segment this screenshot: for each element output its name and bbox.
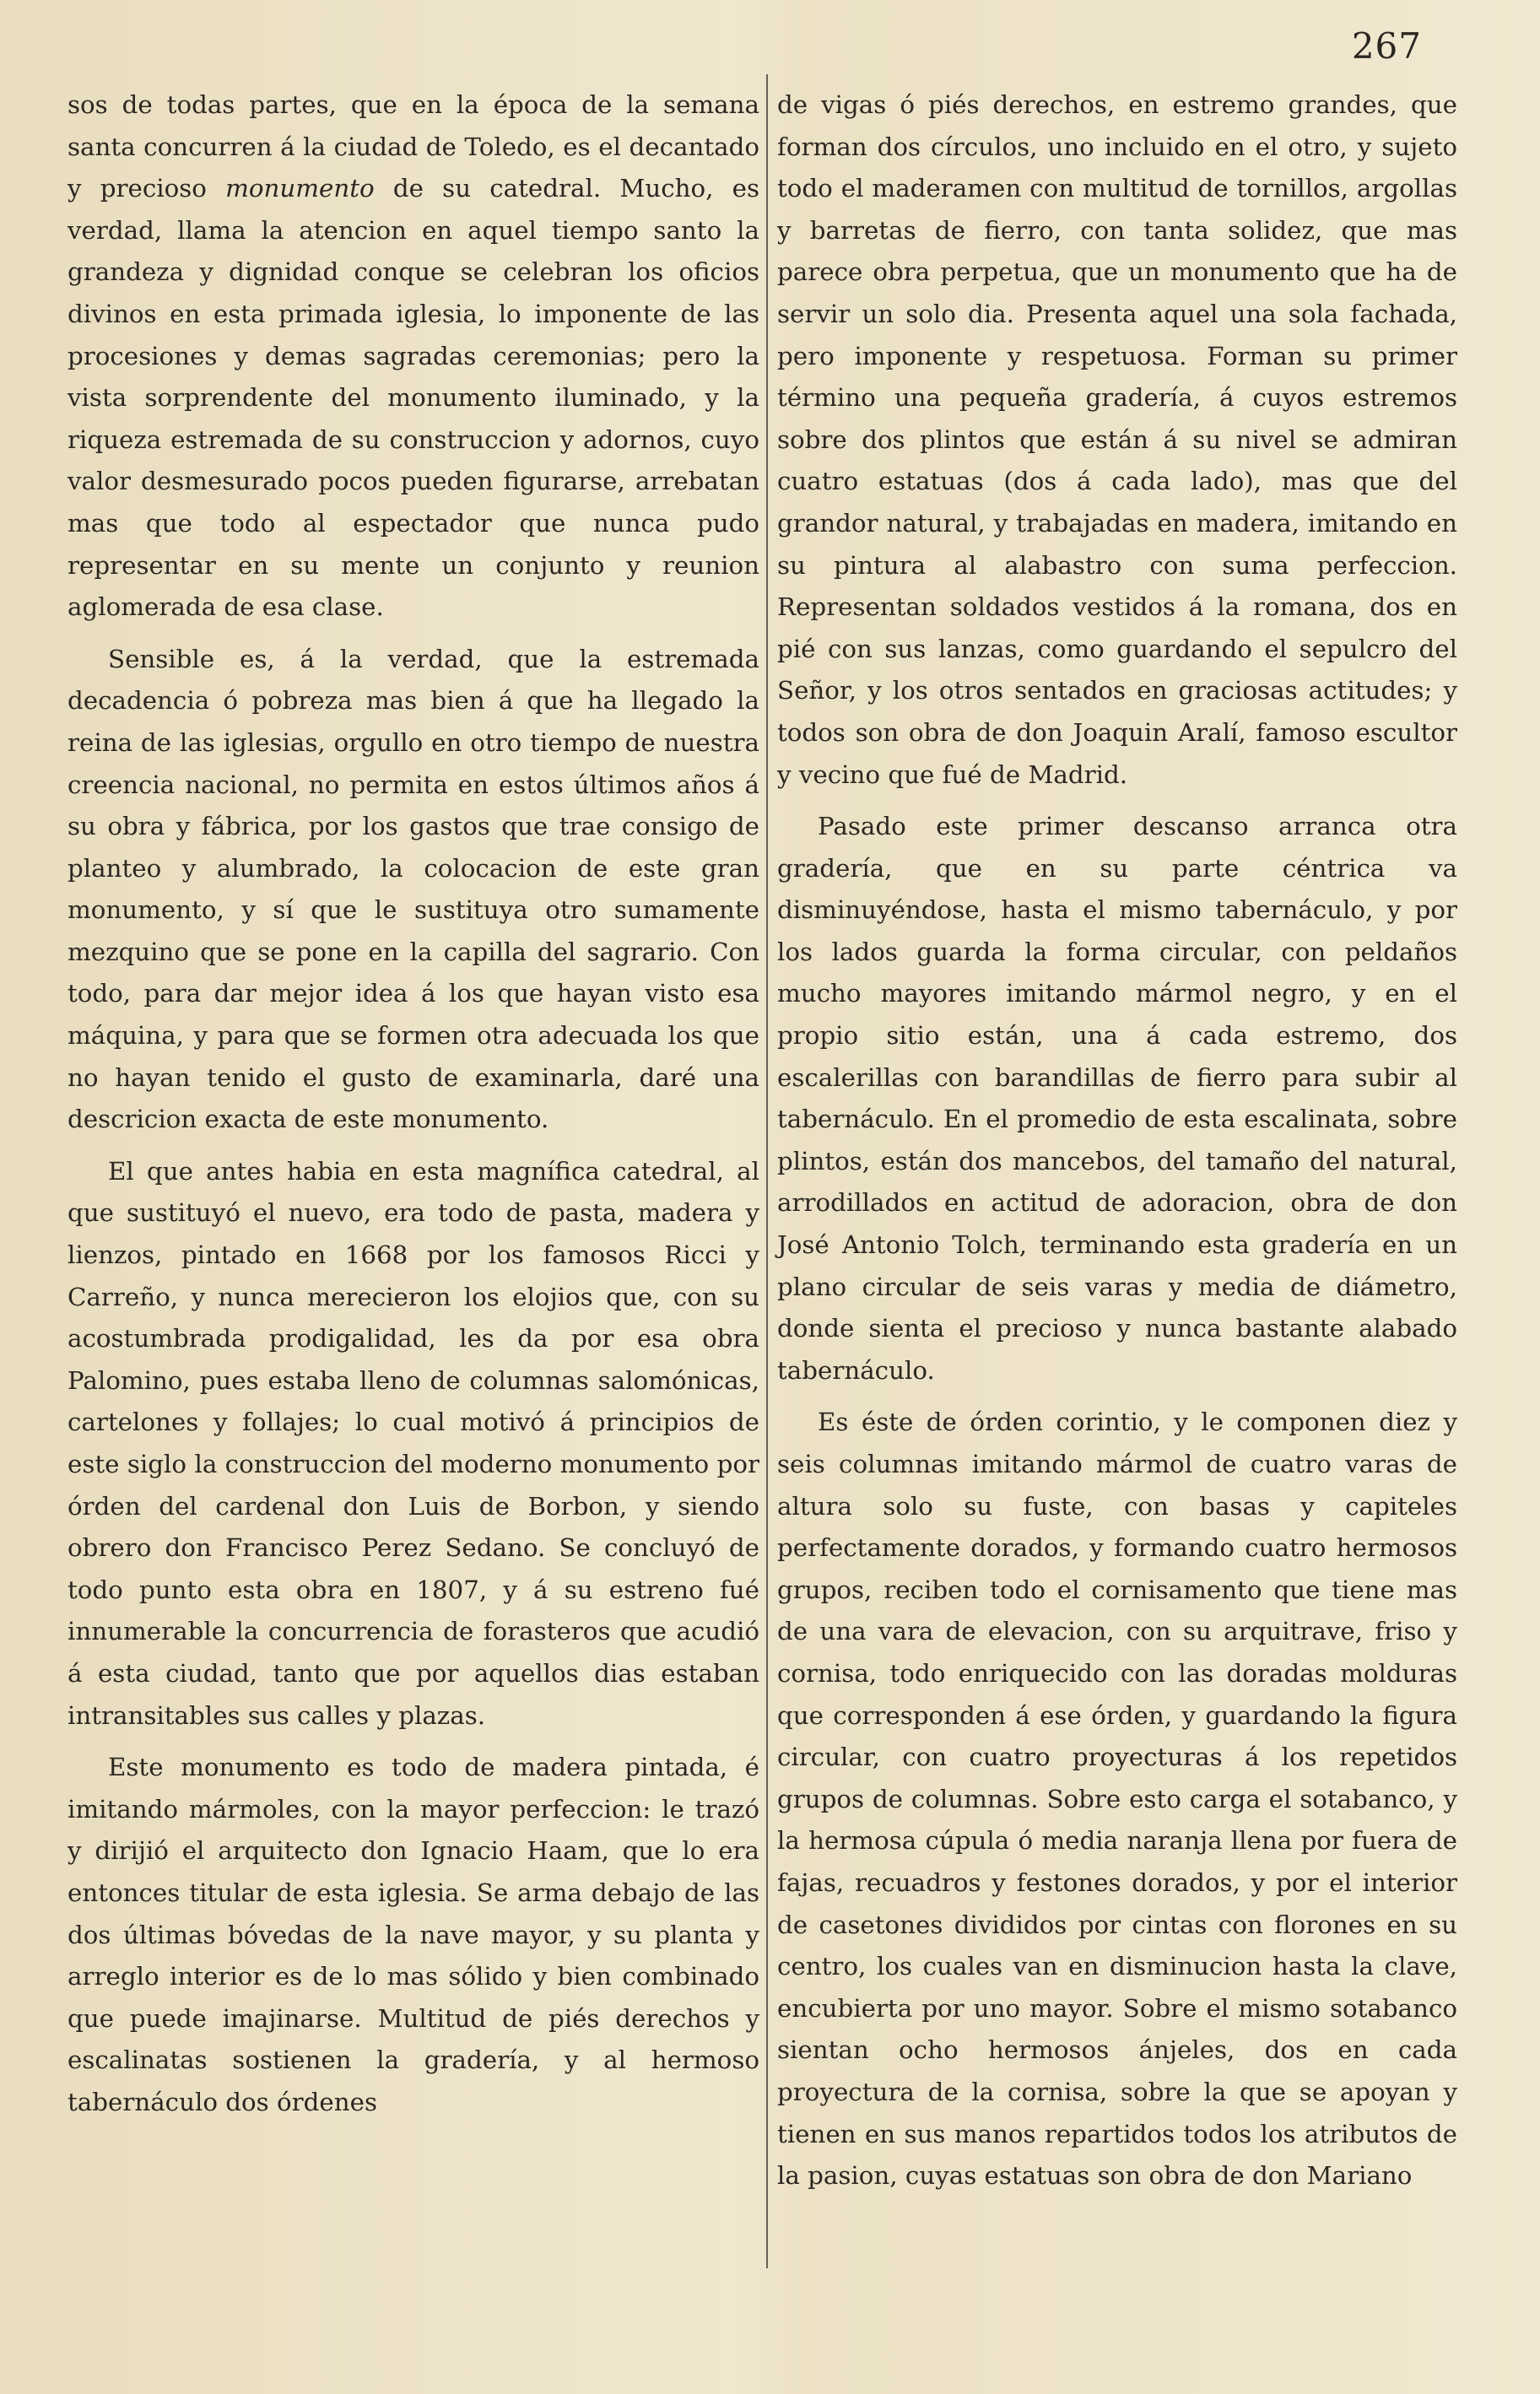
paragraph: El que antes habia en esta magnífica catedral, al que sustituyó el nuevo, era todo de pasta, madera y lienzos, pintado en 1668 por los famosos Ricci y Carreño, y nunca merecieron los elojios que, con su acostumbrada prodigalidad, les da por esa obra Palomino, pues estaba lleno de columnas salomónicas, cartelones y follajes; lo cual motivó á principios de este siglo la construccion del moderno monumento por órden del cardenal don Luis de Borbon, y siendo obrero don Francisco Perez Sedano. Se concluyó de todo punto esta obra en 1807, y á su estreno fué innumerable la concurrencia de forasteros que acudió á esta ciudad, tanto que por aquellos dias estaban intransitables sus calles y plazas. — [68, 1156, 759, 1730]
column-divider — [766, 74, 768, 2268]
paragraph: Pasado este primer descanso arranca otra gradería, que en su parte céntrica va disminuyéndose, hasta el mismo tabernáculo, y por los lados guarda la forma circular, con peldaños mucho mayores imitando mármol negro, y en el propio sitio están, una á cada estremo, dos escalerillas con barandillas de fierro para subir al tabernáculo. En el promedio de esta escalinata, sobre plintos, están dos mancebos, del tamaño del natural, arrodillados en actitud de adoracion, obra de don José Antonio Tolch, terminando esta gradería en un plano circular de seis varas y media de diámetro, donde sienta el precioso y nunca bastante alabado tabernáculo. — [777, 812, 1457, 1385]
paragraph: Este monumento es todo de madera pintada, é imitando mármoles, con la mayor perfeccion: le trazó y dirijió el arquitecto don Ignacio Haam, que lo era entonces titular de esta iglesia. Se arma debajo de las dos últimas bóvedas de la nave mayor, y su planta y arreglo interior es de lo mas sólido y bien combinado que puede imajinarse. Multitud de piés derechos y escalinatas sostienen la gradería, y al hermoso tabernáculo dos órdenes — [68, 1753, 759, 2116]
paragraph: de vigas ó piés derechos, en estremo grandes, que forman dos círculos, uno incluido en el otro, y sujeto todo el maderamen con multitud de tornillos, argollas y barretas de fierro, con tanta solidez, que mas parece obra perpetua, que un monumento que ha de servir un solo dia. Presenta aquel una sola fachada, pero imponente y respetuosa. Forman su primer término una pequeña gradería, á cuyos estremos sobre dos plintos que están á su nivel se admiran cuatro estatuas (dos á cada lado), mas que del grandor natural, y trabajadas en madera, imitando en su pintura al alabastro con suma perfeccion. Representan soldados vestidos á la romana, dos en pié con sus lanzas, como guardando el sepulcro del Señor, y los otros sentados en graciosas actitudes; y todos son obra de don Joaquin Aralí, famoso escultor y vecino que fué de Madrid. — [777, 90, 1457, 789]
paragraph: Sensible es, á la verdad, que la estremada decadencia ó pobreza mas bien á que ha llegado la reina de las iglesias, orgullo en otro tiempo de nuestra creencia nacional, no permita en estos últimos años á su obra y fábrica, por los gastos que trae consigo de planteo y alumbrado, la colocacion de este gran monumento, y sí que le sustituya otro sumamente mezquino que se pone en la capilla del sagrario. Con todo, para dar mejor idea á los que hayan visto esa máquina, y para que se formen otra adecuada los que no hayan tenido el gusto de examinarla, daré una descricion exacta de este monumento. — [68, 644, 759, 1134]
italic-word: monumento — [225, 174, 375, 203]
right-column — [777, 84, 1457, 2197]
page-number: 267 — [1351, 25, 1422, 67]
left-column — [68, 84, 759, 2124]
paragraph: sos de todas partes, que en la época de la semana santa concurren á la ciudad de Toledo, es el decantado y precioso monumento de su catedral. Mucho, es verdad, llama la atencion en aquel tiempo santo la grandeza y dignidad conque se celebran los oficios divinos en esta primada iglesia, lo imponente de las procesiones y demas sagradas ceremonias; pero la vista sorprendente del monumento iluminado, y la riqueza estremada de su construccion y adornos, cuyo valor desmesurado pocos pueden figurarse, arrebatan mas que todo al espectador que nunca pudo representar en su mente un conjunto y reunion aglomerada de esa clase. — [68, 90, 759, 622]
paragraph: Es éste de órden corintio, y le componen diez y seis columnas imitando mármol de cuatro varas de altura solo su fuste, con basas y capiteles perfectamente dorados, y formando cuatro hermosos grupos, reciben todo el cornisamento que tiene mas de una vara de elevacion, con su arquitrave, friso y cornisa, todo enriquecido con las doradas molduras que corresponden á ese órden, y guardando la figura circular, con cuatro proyecturas á los repetidos grupos de columnas. Sobre esto carga el sotabanco, y la hermosa cúpula ó media naranja llena por fuera de fajas, recuadros y festones dorados, y por el interior de casetones divididos por cintas con florones en su centro, los cuales van en disminucion hasta la clave, encubierta por uno mayor. Sobre el mismo sotabanco sientan ocho hermosos ánjeles, dos en cada proyectura de la cornisa, sobre la que se apoyan y tienen en sus manos repartidos todos los atributos de la pasion, cuyas estatuas son obra de don Mariano — [777, 1408, 1457, 2191]
